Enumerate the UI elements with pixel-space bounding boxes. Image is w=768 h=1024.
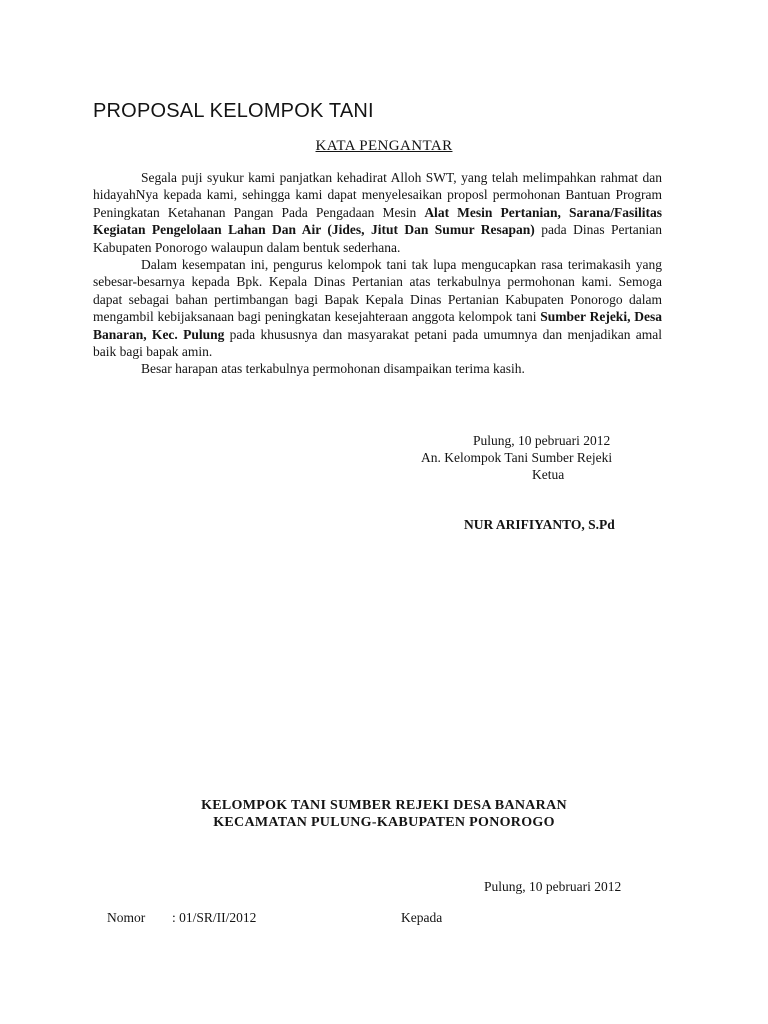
document-title: PROPOSAL KELOMPOK TANI [93,100,374,122]
letterhead-line-1: KELOMPOK TANI SUMBER REJEKI DESA BANARAN [201,798,567,813]
paragraph-2-text-start: Dalam kesempatan ini, pengurus kelompok tani tak lupa mengucapkan rasa terimakasih yang sebesar-besarnya kepada Bpk. Kepala Dinas Pertanian atas terkabulnya permohonan kami. Semoga dapat sebagai bahan pertimbangan bagi Bapak Kepala Dinas Pertanian Kabupaten Ponorogo dalam mengambil kebijaksanaan bagi peningkatan kesejahteraan anggota kelompok tani [93,257,662,325]
paragraph-2-bold-group-name: Sumber Rejeki, Desa Banaran, Kec. Pulung [93,309,662,342]
paragraph-1-text-start: Segala puji syukur kami panjatkan kehadirat Alloh SWT, yang telah melimpahkan rahmat dan hidayahNya kepada kami, sehingga kami dapat menyelesaikan proposl permohonan Bantuan Program Peningkatan Ketahanan Pangan Pada Pengadaan Mesin [93,170,662,220]
signature-on-behalf: An. Kelompok Tani Sumber Rejeki [421,450,613,465]
signature-place-date: Pulung, 10 pebruari 2012 [473,433,611,448]
letterhead-line-2: KECAMATAN PULUNG-KABUPATEN PONOROGO [213,815,555,830]
signature-name: NUR ARIFIYANTO, S.Pd [464,517,615,532]
paragraph-1-bold-program: Alat Mesin Pertanian, Sarana/Fasilitas Kegiatan Pengelolaan Lahan Dan Air (Jides, Jitut Dan Sumur Resapan) [93,204,663,238]
preface-paragraph-1 [93,169,662,256]
preface-paragraph-3 [93,360,662,377]
paragraph-1-text-end: pada Dinas Pertanian Kabupaten Ponorogo walaupun dalam bentuk sederhana. [93,222,662,255]
paragraph-3-text: Besar harapan atas terkabulnya permohonan disampaikan terima kasih. [141,361,525,377]
preface-body [93,169,662,378]
letter-number-value: : 01/SR/II/2012 [172,910,257,925]
section-heading-kata-pengantar: KATA PENGANTAR [315,138,453,154]
letter-place-date: Pulung, 10 pebruari 2012 [484,879,622,894]
preface-paragraph-2 [93,256,662,360]
letter-recipient-label: Kepada [401,910,443,925]
signature-role: Ketua [532,467,565,482]
paragraph-2-text-end: pada khususnya dan masyarakat petani pada umumnya dan menjadikan amal baik bagi bapak amin. [93,326,662,360]
letter-number-label: Nomor [107,910,146,925]
